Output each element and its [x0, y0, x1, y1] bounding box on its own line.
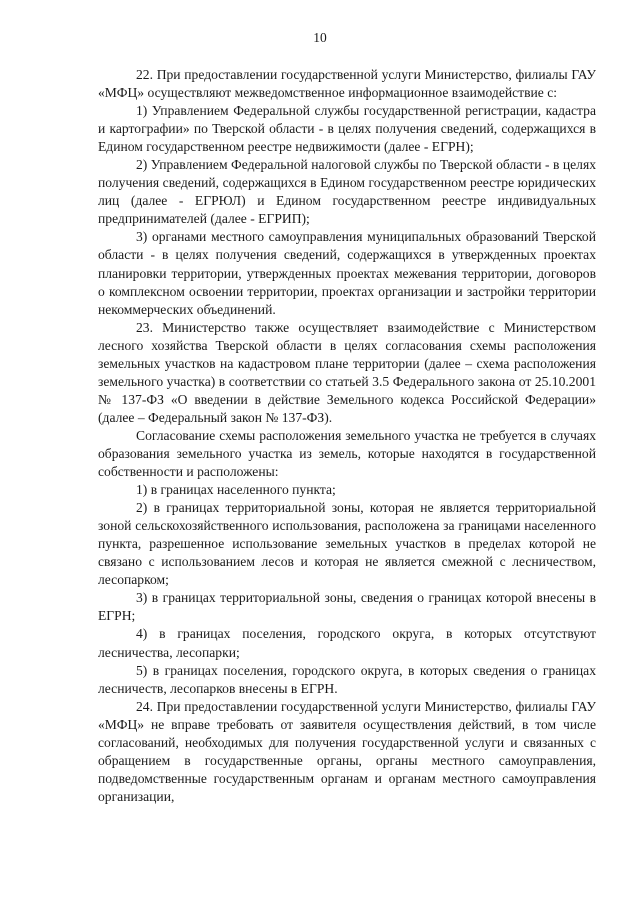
list-item-boundary-4: 4) в границах поселения, городского округа, в которых отсутствуют лесничества, лесопарки; [98, 626, 596, 660]
paragraph-agreement: Согласование схемы расположения земельного участка не требуется в случаях образования земельного участка из земель, которые находятся в государственной собственности и расположены: [98, 427, 596, 480]
page-number: 10 [313, 30, 327, 45]
paragraph-24: 24. При предоставлении государственной услуги Министерство, филиалы ГАУ «МФЦ» не вправе требовать от заявителя осуществления действий, в том числе согласований, необходимых для получения государственной услуги и связанных с обращением в государственные органы, органы местного самоуправления, подведомственные государственным органам и органам местного самоуправления организации, [98, 698, 596, 804]
document-body [98, 66, 596, 806]
list-item-3-local-government: 3) органами местного самоуправления муниципальных образований Тверской области - в целях получения сведений, содержащихся в утвержденных проектах планировки территории, утвержденных проектах межевания территории, договоров о комплексном освоении территории, проектах организации и застройки территории некоммерческих объединений. [98, 229, 596, 317]
paragraph-22: 22. При предоставлении государственной услуги Министерство, филиалы ГАУ «МФЦ» осуществляют межведомственное информационное взаимодействие с: [98, 67, 596, 101]
paragraph-23: 23. Министерство также осуществляет взаимодействие с Министерством лесного хозяйства Тверской области в целях согласования схемы расположения земельных участков на кадастровом плане территории (далее – схема расположения земельного участка) в соответствии со статьей 3.5 Федерального закона от 25.10.2001 № 137-ФЗ «О введении в действие Земельного кодекса Российской Федерации» (далее – Федеральный закон № 137-ФЗ). [98, 319, 596, 425]
list-item-1-egrn: 1) Управлением Федеральной службы государственной регистрации, кадастра и картографии» по Тверской области - в целях получения сведений, содержащихся в Едином государственном реестре недвижимости (далее - ЕГРН); [98, 103, 596, 155]
list-item-boundary-2: 2) в границах территориальной зоны, которая не является территориальной зоной сельскохозяйственного использования, расположена за границами населенного пункта, разрешенное использование земельных участков в пределах которой не связано с использованием лесов и которая не является смежной с лесничеством, лесопарком; [98, 500, 596, 588]
list-item-boundary-5: 5) в границах поселения, городского округа, в которых сведения о границах лесничеств, лесопарков внесены в ЕГРН. [98, 662, 596, 696]
list-item-boundary-3: 3) в границах территориальной зоны, сведения о границах которой внесены в ЕГРН; [98, 590, 596, 624]
list-item-2-fns: 2) Управлением Федеральной налоговой службы по Тверской области - в целях получения сведений, содержащихся в Едином государственном реестре юридических лиц (далее - ЕГРЮЛ) и Едином государственном реестре индивидуальных предпринимателей (далее - ЕГРИП); [98, 157, 596, 227]
list-item-boundary-1: 1) в границах населенного пункта; [136, 482, 336, 498]
